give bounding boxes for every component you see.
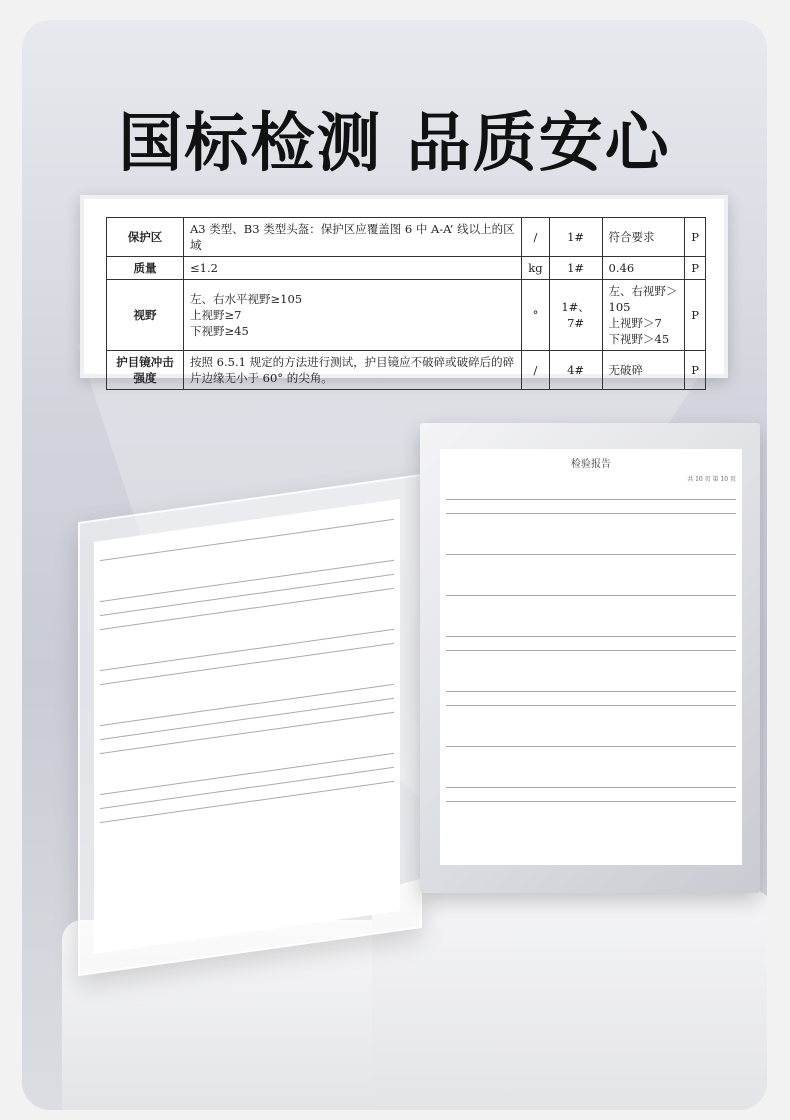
table-row xyxy=(107,280,706,351)
unit-cell: / xyxy=(522,218,549,257)
unit-cell: / xyxy=(522,351,549,390)
unit-cell: ° xyxy=(522,280,549,351)
requirement-cell: A3 类型、B3 类型头盔：保护区应覆盖图 6 中 A-A’ 线以上的区域 xyxy=(184,218,522,257)
sample-cell: 1# xyxy=(549,218,602,257)
item-cell: 质量 xyxy=(107,257,184,280)
result-cell: 0.46 xyxy=(602,257,685,280)
sample-cell: 4# xyxy=(549,351,602,390)
result-cell: 无破碎 xyxy=(602,351,685,390)
page-indicator: 共 10 页 第 10 页 xyxy=(687,476,736,483)
zoomed-report-callout xyxy=(80,195,728,385)
report-lines xyxy=(100,506,394,823)
report-title: 检验报告 xyxy=(571,459,611,470)
requirement-cell: 按照 6.5.1 规定的方法进行测试，护目镜应不破碎或破碎后的碎片边缘无小于 60° 的尖角。 xyxy=(184,351,522,390)
table-row xyxy=(107,257,706,280)
photo-frame-right xyxy=(420,423,760,893)
right-pedestal xyxy=(372,865,767,1110)
unit-cell: kg xyxy=(522,257,549,280)
requirement-cell: 左、右水平视野≥105 上视野≥7 下视野≥45 xyxy=(184,280,522,351)
table-row xyxy=(107,351,706,390)
requirement-cell: ≤1.2 xyxy=(184,257,522,280)
report-meta xyxy=(446,474,736,483)
item-cell: 保护区 xyxy=(107,218,184,257)
product-card xyxy=(22,20,767,1110)
result-cell: 左、右视野＞105 上视野＞7 下视野＞45 xyxy=(602,280,685,351)
item-cell: 护目镜冲击强度 xyxy=(107,351,184,390)
verdict-cell: P xyxy=(685,257,706,280)
verdict-cell: P xyxy=(685,218,706,257)
sample-cell: 1# xyxy=(549,257,602,280)
acrylic-display-left xyxy=(78,474,422,976)
item-cell: 视野 xyxy=(107,280,184,351)
report-page-left xyxy=(94,499,400,954)
sample-cell: 1#、7# xyxy=(549,280,602,351)
table-row xyxy=(107,218,706,257)
report-page-right xyxy=(440,449,742,865)
report-excerpt-table xyxy=(106,217,706,390)
verdict-cell: P xyxy=(685,351,706,390)
headline: 国标检测 品质安心 xyxy=(118,107,671,181)
result-cell: 符合要求 xyxy=(602,218,685,257)
verdict-cell: P xyxy=(685,280,706,351)
report-lines xyxy=(446,486,736,802)
